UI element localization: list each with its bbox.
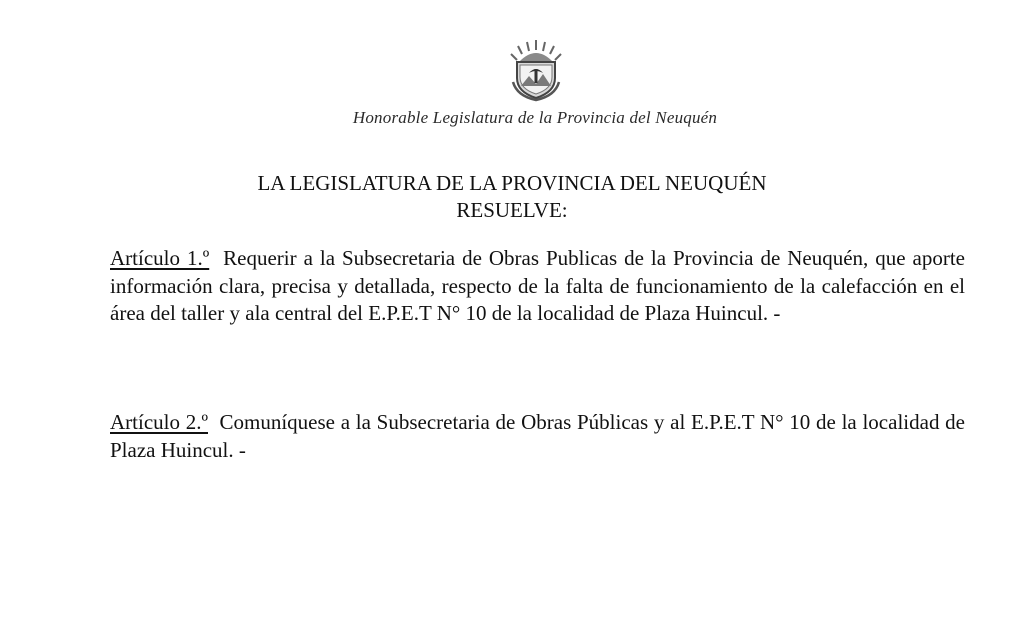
resolution-verb: RESUELVE: xyxy=(456,198,568,222)
provincial-coat-of-arms-icon xyxy=(503,38,569,104)
article-1-text: Requerir a la Subsecretaria de Obras Publicas de la Provincia de Neuquén, que aporte información clara, precisa y detallada, respecto de la falta de funcionamiento de la calefacción en el área del taller y ala central del E.P.E.T N° 10 de la localidad de Plaza Huincul. - xyxy=(110,246,966,325)
article-1-label: Artículo 1.º xyxy=(110,246,210,270)
article-2-label: Artículo 2.º xyxy=(110,410,208,434)
article-1 xyxy=(110,245,965,328)
article-2 xyxy=(110,409,965,464)
article-2-text: Comuníquese a la Subsecretaria de Obras Públicas y al E.P.E.T N° 10 de la localidad de Plaza Huincul. - xyxy=(110,410,966,462)
resolution-heading: LA LEGISLATURA DE LA PROVINCIA DEL NEUQUÉN xyxy=(257,171,767,195)
institution-name: Honorable Legislatura de la Provincia del Neuquén xyxy=(352,108,718,127)
